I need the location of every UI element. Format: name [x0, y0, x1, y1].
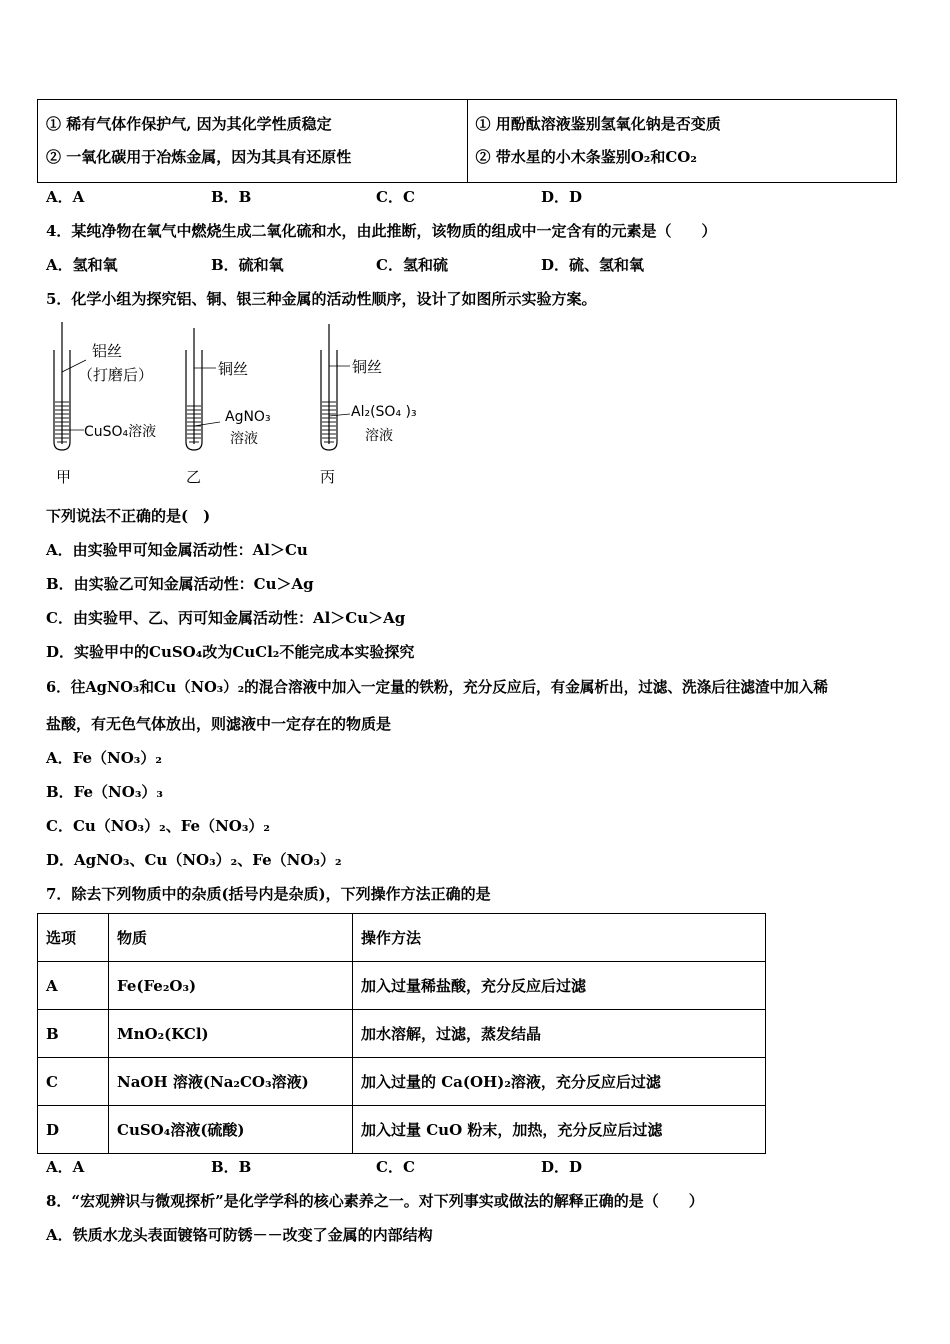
q5-stem: 5．化学小组为探究铝、铜、银三种金属的活动性顺序，设计了如图所示实验方案。: [46, 290, 597, 308]
q5-option-a[interactable]: A．由实验甲可知金属活动性：Al＞Cu: [46, 541, 308, 559]
q7-option-b[interactable]: B．B: [211, 1158, 252, 1176]
row-a-method: 加入过量稀盐酸，充分反应后过滤: [353, 962, 766, 1010]
tube2-solution-line1: AgNO₃: [225, 409, 271, 425]
q6-option-c[interactable]: C．Cu（NO₃）₂、Fe（NO₃）₂: [46, 817, 270, 835]
q3-option-b[interactable]: B．B: [211, 188, 252, 206]
q7-option-d[interactable]: D．D: [541, 1158, 583, 1176]
row-d-method: 加入过量 CuO 粉末，加热，充分反应后过滤: [353, 1106, 766, 1154]
q7-stem: 7．除去下列物质中的杂质(括号内是杂质)，下列操作方法正确的是: [46, 885, 491, 903]
table-row: [38, 962, 766, 1010]
q6-stem-line1: 6．往AgNO₃和Cu（NO₃）₂的混合溶液中加入一定量的铁粉，充分反应后，有金属析出，过滤、洗涤后往滤渣中加入稀: [46, 679, 828, 696]
q5-option-d[interactable]: D．实验甲中的CuSO₄改为CuCl₂不能完成本实验探究: [46, 643, 415, 661]
row-a-substance: Fe(Fe₂O₃): [109, 962, 353, 1010]
q3-left-item-2: ② 一氧化碳用于冶炼金属，因为其具有还原性: [46, 148, 352, 166]
q7-table: [37, 913, 766, 1154]
header-method: 操作方法: [353, 914, 766, 962]
header-option: 选项: [38, 914, 109, 962]
q4-option-b[interactable]: B．硫和氧: [211, 256, 284, 274]
q8-stem: 8．“宏观辨识与微观探析”是化学学科的核心素养之一。对下列事实或做法的解释正确的是（ ）: [46, 1192, 704, 1210]
q6-option-a[interactable]: A．Fe（NO₃）₂: [46, 749, 162, 767]
q4-option-a[interactable]: A．氢和氧: [46, 256, 118, 274]
q3-right-item-2: ② 带水星的小木条鉴别O₂和CO₂: [475, 148, 697, 166]
tube1-wire-note: （打磨后）: [78, 366, 154, 384]
q4-stem: 4．某纯净物在氧气中燃烧生成二氧化硫和水，由此推断，该物质的组成中一定含有的元素是（ ）: [46, 222, 717, 240]
q7-option-a[interactable]: A．A: [46, 1158, 85, 1176]
row-c-substance: NaOH 溶液(Na₂CO₃溶液): [109, 1058, 353, 1106]
row-b-method: 加水溶解，过滤，蒸发结晶: [353, 1010, 766, 1058]
table-header-row: [38, 914, 766, 962]
row-a-option: A: [38, 962, 109, 1010]
header-substance: 物质: [109, 914, 353, 962]
row-c-option: C: [38, 1058, 109, 1106]
table-row: [38, 1106, 766, 1154]
row-d-substance: CuSO₄溶液(硫酸): [109, 1106, 353, 1154]
q3-cell-left: [38, 100, 468, 183]
q6-stem-line2: 盐酸，有无色气体放出，则滤液中一定存在的物质是: [46, 715, 392, 733]
row-b-option: B: [38, 1010, 109, 1058]
q3-right-item-1: ① 用酚酞溶液鉴别氢氧化钠是否变质: [475, 115, 721, 133]
q3-option-d[interactable]: D．D: [541, 188, 583, 206]
q5-option-b[interactable]: B．由实验乙可知金属活动性：Cu＞Ag: [46, 575, 314, 593]
row-c-method: 加入过量的 Ca(OH)₂溶液，充分反应后过滤: [353, 1058, 766, 1106]
row-b-substance: MnO₂(KCl): [109, 1010, 353, 1058]
q3-option-c[interactable]: C．C: [376, 188, 415, 206]
tube3-solution-line2: 溶液: [365, 428, 393, 444]
q3-cell-right: [467, 100, 897, 183]
q6-option-b[interactable]: B．Fe（NO₃）₃: [46, 783, 163, 801]
q5-option-c[interactable]: C．由实验甲、乙、丙可知金属活动性：Al＞Cu＞Ag: [46, 609, 406, 627]
q6-option-d[interactable]: D．AgNO₃、Cu（NO₃）₂、Fe（NO₃）₂: [46, 851, 342, 869]
tube2-label: 乙: [186, 468, 202, 486]
tube1-wire-label: 铝丝: [92, 342, 123, 360]
tube2-wire-label: 铜丝: [218, 360, 249, 378]
q4-option-d[interactable]: D．硫、氢和氧: [541, 256, 645, 274]
q5-prompt: 下列说法不正确的是( ): [46, 507, 211, 525]
q7-option-c[interactable]: C．C: [376, 1158, 415, 1176]
q4-option-c[interactable]: C．氢和硫: [376, 256, 448, 274]
tube3-wire-label: 铜丝: [352, 358, 383, 376]
q3-left-item-1: ① 稀有气体作保护气, 因为其化学性质稳定: [46, 115, 332, 133]
table-row: [38, 1010, 766, 1058]
tube3-solution-line1: Al₂(SO₄ )₃: [351, 404, 417, 420]
row-d-option: D: [38, 1106, 109, 1154]
tube3-label: 丙: [320, 468, 336, 486]
q8-option-a[interactable]: A．铁质水龙头表面镀铬可防锈－－改变了金属的内部结构: [46, 1226, 433, 1244]
q3-option-a[interactable]: A．A: [46, 188, 85, 206]
q3-table: [37, 99, 897, 183]
tube2-solution-line2: 溶液: [230, 431, 258, 447]
tube1-label: 甲: [56, 468, 72, 486]
tube1-solution-label: CuSO₄溶液: [84, 424, 157, 440]
table-row: [38, 1058, 766, 1106]
